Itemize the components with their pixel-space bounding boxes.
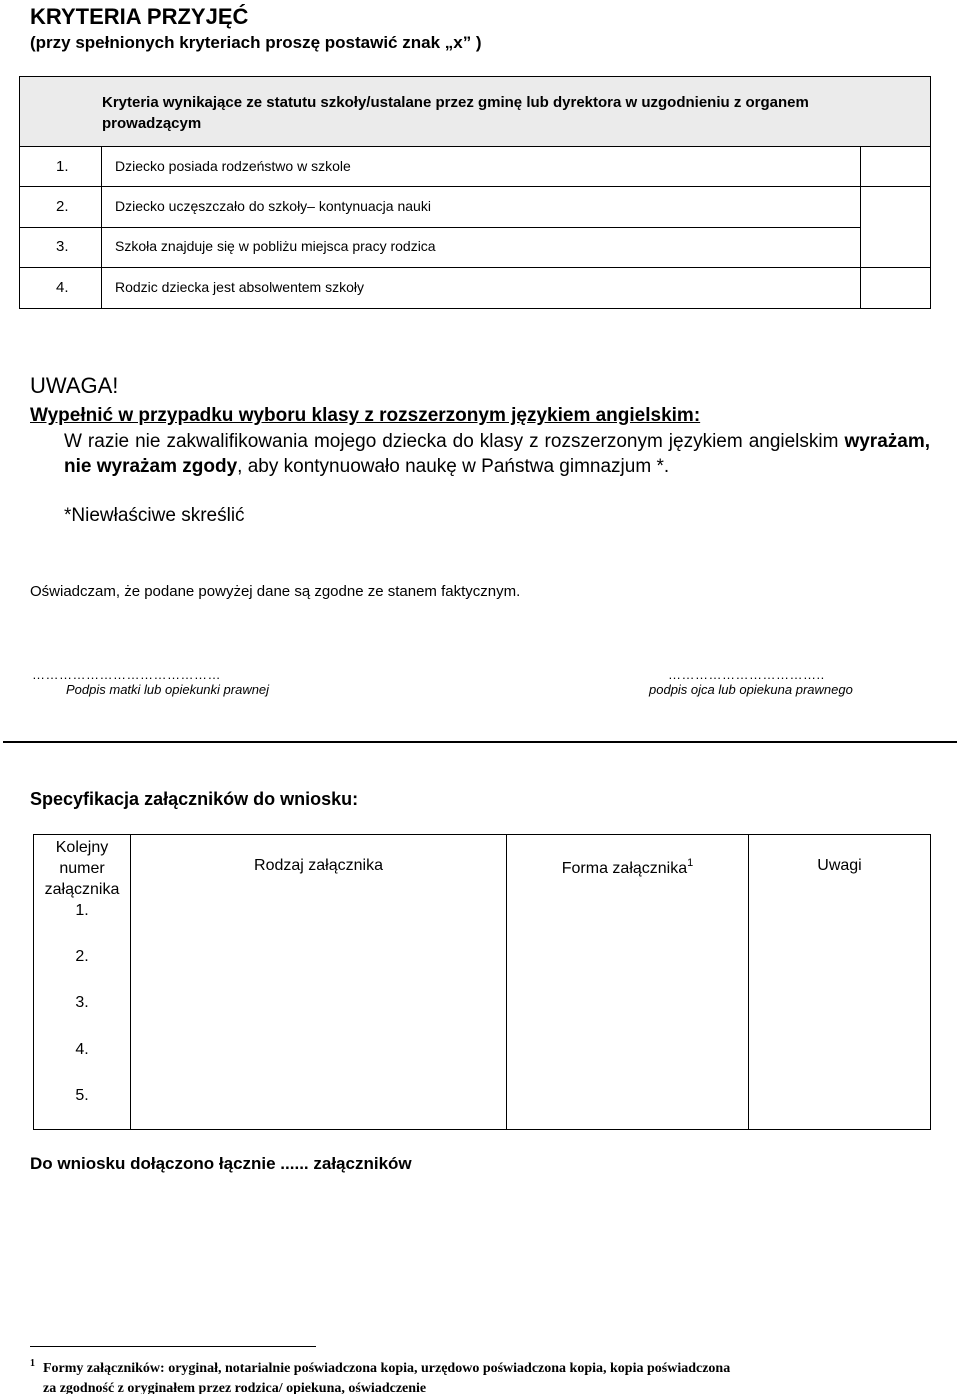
- signature-label-mother: Podpis matki lub opiekunki prawnej: [66, 682, 270, 697]
- consent-text: , aby kontynuowało naukę w Państwa gimnazjum *.: [237, 456, 670, 477]
- attachment-row-number: 2.: [75, 948, 89, 965]
- declaration-text: Oświadczam, że podane powyżej dane są zgodne ze stanem faktycznym.: [30, 583, 521, 600]
- notice-instruction: Wypełnić w przypadku wyboru klasy z rozszerzonym językiem angielskim:: [30, 405, 701, 426]
- form-subtitle: (przy spełnionych kryteriach proszę postawić znak „x” ): [30, 33, 482, 52]
- criteria-table-heading: [20, 77, 930, 147]
- signature-line-mother[interactable]: ……………………………………: [32, 667, 221, 682]
- criteria-row: [20, 268, 930, 308]
- signature-label-father: podpis ojca lub opiekuna prawnego: [649, 682, 853, 697]
- attachments-heading: Specyfikacja załączników do wniosku:: [30, 789, 359, 809]
- attachment-row-number: 4.: [75, 1041, 89, 1058]
- footnote-marker: 1: [30, 1358, 35, 1369]
- column-header-form: [507, 857, 748, 878]
- footnote-line-2: za zgodność z oryginałem przez rodzica/ opiekuna, oświadczenie: [43, 1381, 427, 1394]
- footnote-line-1: Formy załączników: oryginał, notarialnie poświadczona kopia, urzędowo poświadczona kopia, kopia poświadczona: [43, 1361, 731, 1376]
- criteria-text: Rodzic dziecka jest absolwentem szkoły: [115, 279, 364, 295]
- consent-choice[interactable]: wyrażam, nie wyrażam zgody: [64, 431, 930, 477]
- criteria-text: Dziecko uczęszczało do szkoły– kontynuacja nauki: [115, 198, 431, 214]
- criteria-row: [20, 187, 930, 227]
- footnote: [30, 1354, 910, 1394]
- criteria-text: Dziecko posiada rodzeństwo w szkole: [115, 158, 351, 174]
- column-header-form-text: Forma załącznika: [561, 860, 688, 877]
- column-header-number: Kolejny numer załącznika: [44, 839, 120, 898]
- attachment-row-number: 3.: [75, 994, 89, 1011]
- attachments-total: Do wniosku dołączono łącznie ...... załączników: [30, 1154, 412, 1173]
- criteria-number: 2.: [56, 198, 69, 215]
- criteria-number: 3.: [56, 238, 69, 255]
- attachments-table: [33, 834, 931, 1130]
- criteria-number: 1.: [56, 158, 69, 175]
- criteria-mark-cell[interactable]: [861, 268, 930, 309]
- column-header-type: Rodzaj załącznika: [254, 857, 383, 874]
- strike-note: *Niewłaściwe skreślić: [64, 505, 245, 526]
- criteria-mark-cell[interactable]: [861, 147, 930, 186]
- criteria-heading-text: Kryteria wynikające ze statutu szkoły/ustalane przez gminę lub dyrektora w uzgodnieniu z organem prowadzącym: [102, 94, 809, 132]
- attachment-row-number: 5.: [75, 1087, 89, 1104]
- section-divider: [3, 741, 957, 743]
- column-header-notes: Uwagi: [817, 857, 862, 874]
- criteria-text: Szkoła znajduje się w pobliżu miejsca pracy rodzica: [115, 238, 436, 254]
- consent-paragraph: [64, 429, 930, 479]
- criteria-row: [20, 147, 930, 187]
- criteria-number: 4.: [56, 279, 69, 296]
- signature-line-father[interactable]: ……………………………..: [668, 667, 825, 682]
- criteria-row: [20, 227, 930, 267]
- criteria-table: [19, 76, 931, 309]
- consent-text: W razie nie zakwalifikowania mojego dziecka do klasy z rozszerzonym językiem angielskim: [64, 431, 845, 452]
- form-title: KRYTERIA PRZYJĘĆ: [30, 4, 249, 29]
- notice-label: UWAGA!: [30, 373, 119, 398]
- footnote-ref: 1: [687, 857, 694, 869]
- footnote-divider: [30, 1346, 316, 1347]
- attachment-row-number: 1.: [75, 902, 89, 919]
- criteria-mark-cell[interactable]: [861, 187, 930, 267]
